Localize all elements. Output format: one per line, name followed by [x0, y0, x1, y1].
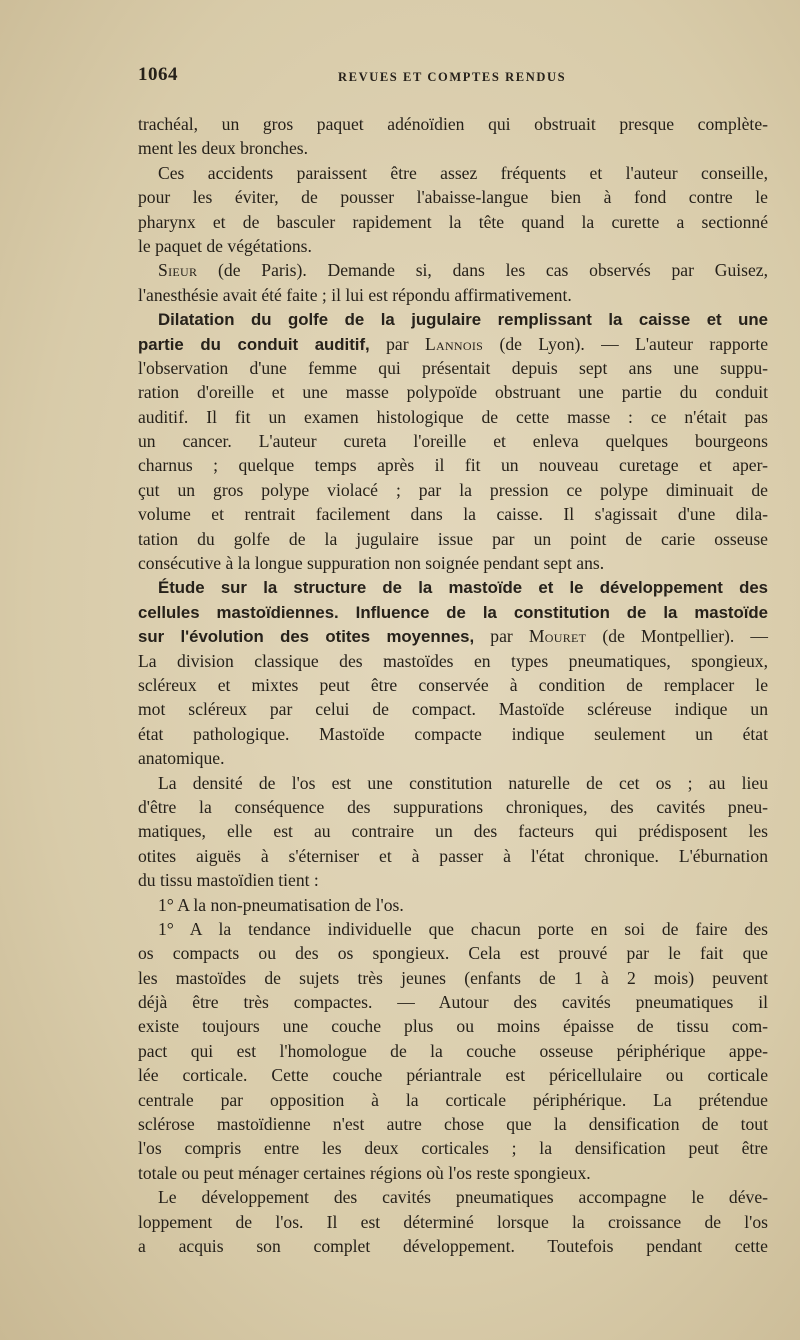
text-line: 1° A la tendance individuelle que chacun porte en soi de faire des: [158, 918, 768, 939]
text-line: [138, 258, 768, 282]
text-line: sclérose mastoïdienne n'est autre chose que la densification de tout: [138, 1114, 768, 1135]
text-run: par: [369, 333, 425, 354]
text-line: l'observation d'une femme qui présentait depuis sept ans une suppu-: [138, 357, 768, 378]
text-line: loppement de l'os. Il est déterminé lorsque la croissance de l'os: [138, 1211, 768, 1232]
text-line: çut un gros polype violacé ; par la pression ce polype diminuait de: [138, 479, 768, 500]
body-text: [138, 112, 768, 1258]
text-line: l'anesthésie avait été faite ; il lui est répondu affirmativement.: [138, 284, 572, 305]
text-line: tation du golfe de la jugulaire issue par un point de carie osseuse: [138, 528, 768, 549]
text-line: os compacts ou des os spongieux. Cela est prouvé par le fait que: [138, 943, 768, 964]
text-line: La densité de l'os est une constitution naturelle de cet os ; au lieu: [158, 772, 768, 793]
text-line: Le développement des cavités pneumatiques accompagne le déve-: [158, 1187, 768, 1208]
bold-title-run: partie du conduit auditif,: [138, 334, 370, 354]
text-line: volume et rentrait facilement dans la caisse. Il s'agissait d'une dila-: [138, 504, 768, 525]
text-line: [138, 307, 768, 331]
author-name: Lannois: [424, 333, 484, 354]
text-line: d'être la conséquence des suppurations chroniques, des cavités pneu-: [138, 796, 768, 817]
bold-title-run: sur l'évolution des otites moyennes,: [138, 627, 475, 647]
text-run: (de Paris). Demande si, dans les cas observés par Guisez,: [197, 260, 768, 281]
text-line: [138, 332, 768, 356]
text-line: un cancer. L'auteur cureta l'oreille et enleva quelques bourgeons: [138, 431, 768, 452]
text-line: pact qui est l'homologue de la couche osseuse périphérique appe-: [138, 1040, 768, 1061]
book-page: [138, 64, 768, 1258]
text-line: mot scléreux par celui de compact. Mastoïde scléreuse indique un: [138, 699, 768, 720]
text-line: a acquis son complet développement. Toutefois pendant cette: [138, 1235, 768, 1256]
text-line: ment les deux bronches.: [138, 138, 309, 159]
text-line: Ces accidents paraissent être assez fréquents et l'auteur conseille,: [158, 162, 768, 183]
text-line: le paquet de végétations.: [138, 235, 312, 256]
text-line: centrale par opposition à la corticale périphérique. La prétendue: [138, 1089, 768, 1110]
text-line: déjà être très compactes. — Autour des cavités pneumatiques il: [138, 992, 768, 1013]
page-header: [138, 64, 768, 94]
author-name: Sieur: [158, 260, 198, 281]
running-title: REVUES ET COMPTES RENDUS: [338, 70, 567, 84]
text-line: ration d'oreille et une masse polypoïde obstruant une partie du conduit: [138, 382, 768, 403]
text-line: charnus ; quelque temps après il fit un nouveau curetage et aper-: [138, 455, 768, 476]
text-line: matiques, elle est au contraire un des facteurs qui prédisposent les: [138, 821, 768, 842]
text-line: lée corticale. Cette couche périantrale est péricellulaire ou corticale: [138, 1065, 768, 1086]
text-line: 1° A la non-pneumatisation de l'os.: [158, 894, 404, 915]
bold-title-run: Dilatation du golfe de la jugulaire remplissant la caisse et une: [158, 310, 768, 330]
text-line: otites aiguës à s'éterniser et à passer à l'état chronique. L'éburnation: [138, 845, 768, 866]
text-line: totale ou peut ménager certaines régions où l'os reste spongieux.: [138, 1162, 591, 1183]
text-line: l'os compris entre les deux corticales ; la densification peut être: [138, 1138, 768, 1159]
text-line: pour les éviter, de pousser l'abaisse-langue bien à fond contre le: [138, 187, 768, 208]
bold-title-run: cellules mastoïdiennes. Influence de la constitution de la mastoïde: [138, 602, 768, 622]
text-run: (de Lyon). — L'auteur rapporte: [483, 333, 769, 354]
text-line: [138, 624, 768, 648]
text-line: auditif. Il fit un examen histologique de cette masse : ce n'était pas: [138, 406, 768, 427]
text-line: les mastoïdes de sujets très jeunes (enfants de 1 à 2 mois) peuvent: [138, 967, 768, 988]
page-number: 1064: [138, 64, 178, 85]
text-run: (de Montpellier). —: [586, 626, 769, 647]
text-line: état pathologique. Mastoïde compacte indique seulement un état: [138, 723, 768, 744]
text-line: [138, 600, 768, 624]
text-line: existe toujours une couche plus ou moins épaisse de tissu com-: [138, 1016, 768, 1037]
text-line: anatomique.: [138, 748, 225, 769]
author-name: Mouret: [528, 626, 587, 647]
text-line: La division classique des mastoïdes en types pneumatiques, spongieux,: [138, 650, 768, 671]
text-line: consécutive à la longue suppuration non soignée pendant sept ans.: [138, 553, 605, 574]
text-line: pharynx et de basculer rapidement la tête quand la curette a sectionné: [138, 211, 768, 232]
bold-title-run: Étude sur la structure de la mastoïde et le développement des: [158, 578, 768, 598]
text-line: trachéal, un gros paquet adénoïdien qui obstruait presque complète-: [138, 114, 768, 134]
text-run: par: [474, 626, 529, 647]
text-line: scléreux et mixtes peut être conservée à condition de remplacer le: [138, 674, 768, 695]
text-line: [138, 575, 768, 599]
text-line: du tissu mastoïdien tient :: [138, 870, 319, 891]
